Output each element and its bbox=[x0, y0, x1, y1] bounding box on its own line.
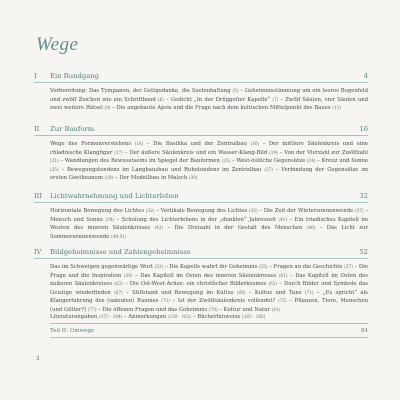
toc-entry-text: – Kreuz und Sonne bbox=[317, 158, 369, 165]
toc-entry-text: – Mensch und Sonne bbox=[50, 208, 368, 223]
section-number: IV bbox=[34, 248, 42, 256]
toc-entry[interactable] bbox=[166, 97, 278, 103]
toc-entry-page: (49-51) bbox=[111, 233, 127, 239]
toc-entry-page: (39) bbox=[105, 216, 115, 222]
toc-entry-text: – Das Kapitell im Osten des inneren Säulenkreises bbox=[135, 272, 279, 279]
literature-line[interactable] bbox=[50, 314, 368, 324]
part-two-label: Teil II: Umwege bbox=[50, 328, 95, 335]
toc-entry[interactable] bbox=[232, 158, 316, 164]
section-number: III bbox=[34, 192, 43, 200]
section-entries bbox=[50, 87, 368, 113]
toc-entry-text: – Fragen an die Geschichte bbox=[269, 264, 345, 270]
toc-entry-page: (73) bbox=[161, 298, 170, 304]
toc-entry-text: – Anmerkungen bbox=[124, 314, 168, 321]
toc-entry-page: (33) bbox=[249, 208, 258, 213]
section-1 bbox=[34, 72, 368, 113]
section-title: Bildgeheimnisse und Zahlengeheimnisse bbox=[50, 248, 191, 256]
section-3 bbox=[34, 192, 368, 241]
toc-entry[interactable] bbox=[50, 314, 122, 320]
toc-entry-page: (5) bbox=[232, 88, 239, 93]
toc-entry[interactable] bbox=[167, 225, 315, 231]
section-number: I bbox=[34, 72, 37, 80]
toc-entry-page: (7) bbox=[272, 96, 279, 102]
toc-entry[interactable] bbox=[249, 290, 314, 296]
toc-entry-page: (6) bbox=[157, 96, 164, 102]
toc-entry[interactable] bbox=[50, 264, 163, 270]
toc-entry-text: Literaturangaben bbox=[50, 314, 99, 321]
page-title: Wege bbox=[36, 34, 79, 55]
toc-entry[interactable] bbox=[269, 264, 353, 270]
toc-entry-text: – Die Basilika und der Zentralbau bbox=[146, 141, 251, 147]
section-heading[interactable] bbox=[34, 192, 368, 203]
toc-entry[interactable] bbox=[50, 141, 143, 147]
toc-entry-page: (32) bbox=[145, 208, 155, 213]
toc-entry-text: – Die Frage und die Inspiration bbox=[50, 264, 368, 279]
toc-entry-text: – Von der Vierzahl zur Zwölfzahl bbox=[279, 149, 369, 156]
toc-entry-text: – Geheimnisstimmung um ein leeres Bogenfeld und zwölf Zeichen wie ein Schriftband bbox=[50, 88, 368, 103]
toc-entry-page: (21) bbox=[50, 158, 59, 164]
toc-entry-text: – Kultur und Natur bbox=[219, 306, 272, 313]
toc-entry[interactable] bbox=[147, 141, 259, 147]
section-page: 52 bbox=[359, 248, 368, 256]
toc-entry-text: – Verbindung der Gegensätze im ersten Goetheanum bbox=[50, 166, 369, 182]
toc-entry-text: – Das Licht zur Sommersonnenwende bbox=[50, 225, 368, 240]
section-heading[interactable] bbox=[34, 72, 368, 83]
toc-entry[interactable] bbox=[135, 273, 287, 279]
section-page: 4 bbox=[363, 72, 368, 80]
toc-entry-page: (159 - 162) bbox=[167, 314, 192, 320]
section-entries bbox=[50, 140, 368, 183]
toc-entry-page: (46) bbox=[306, 225, 316, 231]
toc-entry[interactable] bbox=[50, 88, 238, 94]
toc-entry-text: Vorbereitung: Das Tympanon, der Gottgedanke, die Seelenhaltung bbox=[50, 88, 233, 94]
toc-entry-text: – Die angebaute Apsis und die Frage nach dem kultischen Mittelpunkt des Baues bbox=[112, 105, 333, 112]
toc-entry-page: (55) bbox=[258, 264, 268, 269]
toc-entry[interactable] bbox=[50, 208, 154, 214]
toc-entry-text: – Pflanzen, Tiere, Menschen (und Götter?) bbox=[50, 298, 368, 313]
toc-entry[interactable] bbox=[117, 217, 287, 223]
toc-entry-page: (75) bbox=[278, 298, 287, 304]
toc-entry-text: – Ein triadisches Kapitell im Westen des inneren Säulenkreises bbox=[50, 216, 369, 232]
toc-entry-page: (24) bbox=[306, 158, 316, 164]
toc-entry-page: (41) bbox=[278, 216, 287, 222]
toc-entry-page: (13) bbox=[332, 105, 341, 111]
section-entries bbox=[50, 263, 368, 314]
toc-entry-page: (77) bbox=[87, 306, 97, 312]
toc-entry-text: – Die Zeit der Wintersonnenwende bbox=[259, 208, 355, 214]
toc-entry-text: – Der Modellbau in Malsch bbox=[114, 175, 189, 182]
toc-entry-page: (67) bbox=[114, 289, 123, 295]
toc-entry-page: (17) bbox=[114, 149, 123, 155]
page-number: 3 bbox=[36, 356, 40, 362]
toc-entry-text: – Bewegungstendenz im Langhausbau und Ruhetendenz im Zentralbau bbox=[61, 166, 265, 173]
toc-entry[interactable] bbox=[173, 298, 287, 304]
toc-entry-text: – Schulung des Lichterlebens in der „dunklen“ Jahreszeit bbox=[116, 216, 279, 223]
toc-entry-page: (59) bbox=[123, 272, 133, 278]
section-2 bbox=[34, 125, 368, 183]
section-entries bbox=[50, 207, 368, 241]
toc-entry-text: – Zwölf Säulen, vier Säulen und zwei weitere Rätsel bbox=[50, 96, 369, 112]
section-title: Zur Bauform bbox=[50, 125, 95, 133]
toc-entry-page: (27) bbox=[264, 166, 273, 172]
toc-entry-page: (157 - 164) bbox=[98, 314, 123, 320]
toc-entry-text: Wege des Formenverstehens bbox=[50, 141, 135, 147]
toc-entry[interactable] bbox=[259, 208, 363, 214]
toc-entry-text: – Gedicht „In der Drüggelter Kapelle“ bbox=[166, 96, 273, 103]
toc-entry[interactable] bbox=[125, 150, 278, 156]
toc-entry-page: (30) bbox=[188, 175, 198, 181]
toc-entry-page: (79) bbox=[209, 306, 218, 312]
toc-entry[interactable] bbox=[124, 314, 191, 320]
toc-entry-page: (29) bbox=[104, 175, 114, 181]
toc-entry-page: (53) bbox=[154, 264, 164, 269]
section-title: Ein Rundgang bbox=[50, 72, 100, 80]
toc-entry-text: – Das Kapitell im Osten des äußeren Säulenkreises bbox=[50, 272, 368, 288]
toc-entry-text: – Wandlungen des Bewusstseins im Spiegel der Bauformen bbox=[60, 158, 222, 165]
toc-entry-text: – Die Kapelle wahrt ihr Geheimnis bbox=[164, 264, 259, 270]
toc-entry-page: (23) bbox=[221, 158, 231, 164]
section-4 bbox=[34, 248, 368, 338]
toc-entry-page: (37) bbox=[354, 208, 364, 213]
toc-entry-text: – Die offenen Fragen und das Geheimnis bbox=[98, 306, 209, 313]
toc-entry-text: Horizontale Bewegung des Lichtes bbox=[50, 208, 146, 214]
toc-entry-page: (16) bbox=[134, 141, 144, 146]
toc-entry[interactable] bbox=[115, 175, 198, 181]
toc-entry-page: (25) bbox=[50, 166, 59, 172]
toc-entry-text: – Die Ost-West-Achse: ein christlicher Bilderkosmos bbox=[124, 281, 269, 288]
toc-entry-page: (9) bbox=[104, 105, 111, 111]
section-title: Lichtwahrnehmung und Lichterleben bbox=[50, 192, 179, 200]
toc-entry-text: – Durch Bilder und Symbole das Geistige wiederfinden bbox=[50, 281, 368, 296]
toc-entry-text: – Bücherhinweise bbox=[192, 314, 243, 321]
toc-entry-text: – Der äußere Säulenkreis und ein Wasser-Klang-Bild bbox=[124, 149, 270, 156]
part-two-page: 84 bbox=[361, 328, 368, 335]
toc-entry-page: (43) bbox=[154, 225, 164, 231]
toc-entry-page: (63) bbox=[114, 281, 123, 287]
toc-entry-text: – West-östliche Gegensätze bbox=[231, 158, 307, 165]
toc-entry-page: (69) bbox=[236, 289, 246, 295]
section-page: 16 bbox=[359, 125, 368, 133]
toc-entry-page: (16) bbox=[250, 141, 260, 146]
toc-entry[interactable] bbox=[193, 314, 265, 320]
toc-entry-page: (71) bbox=[304, 289, 314, 295]
toc-entry-text: – Der mittlere Säulenkreis und eine chladnische Klangfigur bbox=[50, 141, 369, 156]
toc-entry[interactable] bbox=[126, 290, 245, 296]
toc-entry-text: – Stillstand und Bewegung im Kultus bbox=[126, 289, 237, 296]
toc-entry-text: – „Es spricht“ als Klangerfahrung des (sakralen) Raumes bbox=[50, 289, 368, 305]
toc-entry-page: (165 - 166) bbox=[242, 314, 266, 320]
toc-entry[interactable] bbox=[156, 208, 257, 214]
toc-entry[interactable] bbox=[219, 307, 280, 313]
toc-entry-page: (61) bbox=[278, 272, 288, 278]
toc-entry-page: (81) bbox=[271, 306, 281, 312]
toc-entry[interactable] bbox=[98, 307, 217, 313]
toc-entry-text: – Die Dreizahl in der Gestalt des Menschen bbox=[167, 225, 307, 232]
toc-entry-text: – Vertikale Bewegung des Lichtes bbox=[156, 208, 249, 214]
section-heading[interactable] bbox=[34, 125, 368, 136]
toc-entry-page: (65) bbox=[268, 281, 278, 287]
toc-entry[interactable] bbox=[112, 105, 341, 111]
toc-entry-text: Das im Schweigen gegenwärtige Wort bbox=[50, 264, 155, 270]
toc-entry-text: – Ist der Zwölfsäulenkreis vollendet? bbox=[172, 298, 279, 305]
toc-entry[interactable] bbox=[125, 281, 277, 287]
toc-entry-text: – Kultus und Tanz bbox=[248, 289, 305, 296]
part-two-entry[interactable] bbox=[50, 328, 368, 338]
toc-entry[interactable] bbox=[61, 167, 272, 173]
toc-entry[interactable] bbox=[60, 158, 230, 164]
section-heading[interactable] bbox=[34, 248, 368, 259]
section-number: II bbox=[34, 125, 40, 133]
toc-entry[interactable] bbox=[165, 264, 268, 270]
toc-entry-page: (19) bbox=[269, 149, 278, 155]
section-page: 32 bbox=[359, 192, 368, 200]
toc-entry-page: (57) bbox=[344, 264, 353, 269]
